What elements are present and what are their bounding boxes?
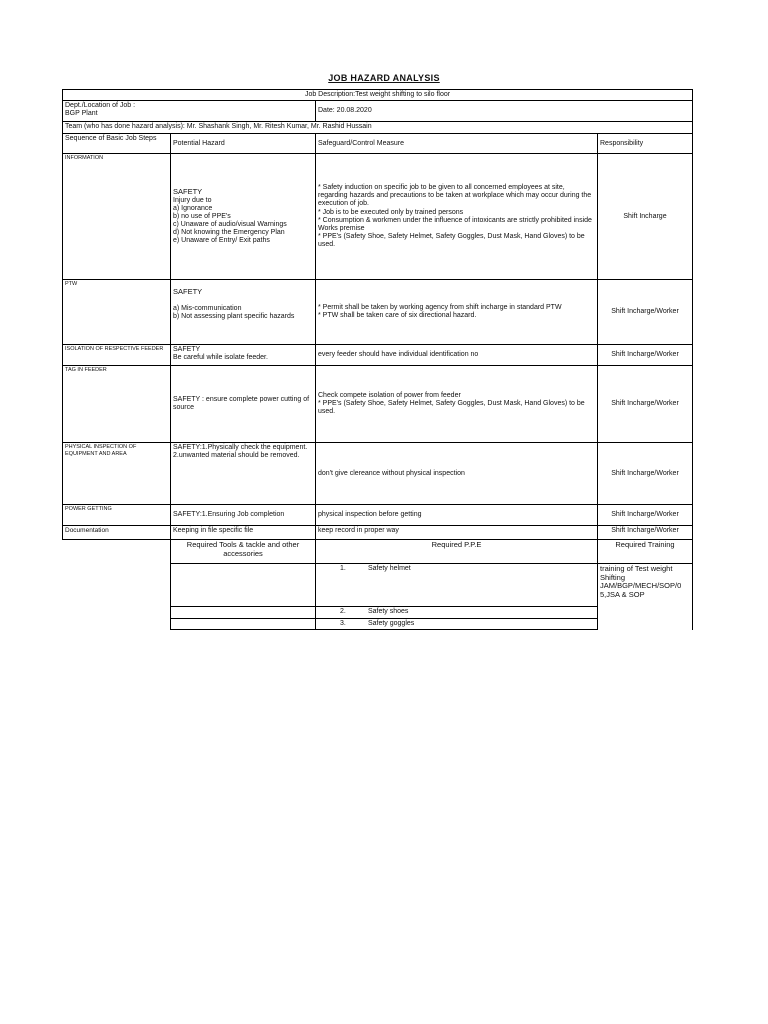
measure-cell: every feeder should have individual identification no (316, 345, 598, 366)
step-cell: PTW (63, 280, 171, 345)
ppe-number: 1. (340, 565, 346, 573)
measure-line: * Safety induction on specific job to be given to all concerned employees at site, regarding hazards and precautions to be taken at workplace which may occur during the execution of job. (318, 184, 592, 208)
measure-cell (316, 366, 598, 443)
hazard-line: a) Ignorance (173, 204, 213, 212)
measure-cell: keep record in proper way (316, 526, 598, 540)
ppe-header: Required P.P.E (316, 540, 598, 564)
tools-header: Required Tools & tackle and other accessories (171, 540, 316, 564)
job-description: Job Description:Test weight shifting to silo floor (63, 90, 693, 101)
dept-location-cell (63, 101, 316, 122)
hazard-analysis-table (62, 89, 693, 630)
hazard-line: e) Unaware of Entry/ Exit paths (173, 236, 270, 244)
hazard-cell (171, 443, 316, 505)
step-cell: ISOLATION OF RESPECTIVE FEEDER (63, 345, 171, 366)
measure-line: Check compete isolation of power from feeder (318, 391, 461, 399)
ppe-item: Safety goggles (367, 620, 415, 628)
training-header: Required Training (598, 540, 693, 564)
hazard-cell: SAFETY : ensure complete power cutting of source (171, 366, 316, 443)
hazard-line: SAFETY (173, 187, 203, 197)
step-cell: PHYSICAL INSPECTION OF EQUIPMENT AND AREA (63, 443, 171, 505)
hazard-line: 2.unwanted material should be removed. (173, 452, 300, 460)
hazard-line: b) no use of PPE's (173, 212, 231, 220)
date-cell: Date: 20.08.2020 (316, 101, 693, 122)
hazard-line: SAFETY:1.Physically check the equipment. (173, 444, 308, 452)
ppe-item-row (316, 564, 598, 607)
hazard-line: c) Unaware of audio/visual Warnings (173, 220, 287, 228)
responsibility-cell: Shift Incharge/Worker (598, 280, 693, 345)
step-cell: POWER GETTING (63, 505, 171, 526)
hazard-line: SAFETY (173, 287, 203, 297)
hazard-cell (171, 154, 316, 280)
hazard-cell: Keeping in file specific file (171, 526, 316, 540)
ppe-number: 2. (340, 608, 346, 616)
document-title: JOB HAZARD ANALYSIS (328, 73, 440, 83)
tools-cell (171, 619, 316, 630)
dept-label: Dept./Location of Job : (65, 102, 136, 110)
ppe-item-row (316, 607, 598, 619)
ppe-number: 3. (340, 620, 346, 628)
measure-line: * Permit shall be taken by working agency from shift incharge in standard PTW (318, 304, 562, 311)
responsibility-cell: Shift Incharge/Worker (598, 345, 693, 366)
step-cell: Documentation (63, 526, 171, 540)
measure-line: * Job is to be executed only by trained persons (318, 208, 464, 216)
measure-line: * PPE's (Safety Shoe, Safety Helmet, Safety Goggles, Dust Mask, Hand Gloves) to be used. (318, 400, 585, 416)
hazard-line: SAFETY (173, 346, 201, 354)
measure-line: * PPE's (Safety Shoe, Safety Helmet, Safety Goggles, Dust Mask, Hand Gloves) to be used. (318, 232, 585, 248)
hazard-line (173, 297, 313, 305)
hazard-line: Injury due to (173, 196, 212, 204)
header-responsibility: Responsibility (598, 134, 693, 154)
measure-cell (316, 280, 598, 345)
responsibility-cell: Shift Incharge/Worker (598, 366, 693, 443)
measure-cell: don't give clereance without physical inspection (316, 443, 598, 505)
responsibility-cell: Shift Incharge (598, 154, 693, 280)
hazard-line: Be careful while isolate feeder. (173, 354, 268, 362)
blank-cell (63, 607, 171, 619)
hazard-cell (171, 345, 316, 366)
blank-cell (63, 564, 171, 607)
header-measure: Safeguard/Control Measure (316, 134, 598, 154)
dept-value: BGP Plant (65, 110, 98, 118)
ppe-item: Safety helmet (367, 565, 411, 573)
tools-cell (171, 607, 316, 619)
measure-line: * PTW shall be taken care of six directional hazard. (318, 312, 477, 320)
step-cell: INFORMATION (63, 154, 171, 280)
hazard-cell: SAFETY:1.Ensuring Job completion (171, 505, 316, 526)
hazard-cell (171, 280, 316, 345)
header-hazard: Potential Hazard (171, 134, 316, 154)
ppe-item: Safety shoes (367, 608, 409, 616)
hazard-line: b) Not assessing plant specific hazards (173, 312, 295, 320)
hazard-line: a) Mis-communication (173, 304, 242, 312)
measure-cell: physical inspection before getting (316, 505, 598, 526)
responsibility-cell: Shift Incharge/Worker (598, 526, 693, 540)
blank-cell (63, 619, 171, 630)
measure-line: * Consumption & workmen under the influence of intoxicants are strictly prohibited inside Works premise (318, 216, 592, 232)
training-cell: training of Test weight Shifting JAM/BGP/MECH/SOP/0 5,JSA & SOP (598, 564, 693, 630)
measure-cell (316, 154, 598, 280)
team-cell: Team (who has done hazard analysis): Mr. Shashank Singh, Mr. Ritesh Kumar, Mr. Rashid Hussain (63, 122, 693, 134)
responsibility-cell: Shift Incharge/Worker (598, 505, 693, 526)
ppe-item-row (316, 619, 598, 630)
step-cell: TAG IN FEEDER (63, 366, 171, 443)
blank-cell (63, 540, 171, 564)
header-sequence: Sequence of Basic Job Steps (63, 134, 171, 154)
responsibility-cell: Shift Incharge/Worker (598, 443, 693, 505)
hazard-line: d) Not knowing the Emergency Plan (173, 228, 285, 236)
tools-cell (171, 564, 316, 607)
